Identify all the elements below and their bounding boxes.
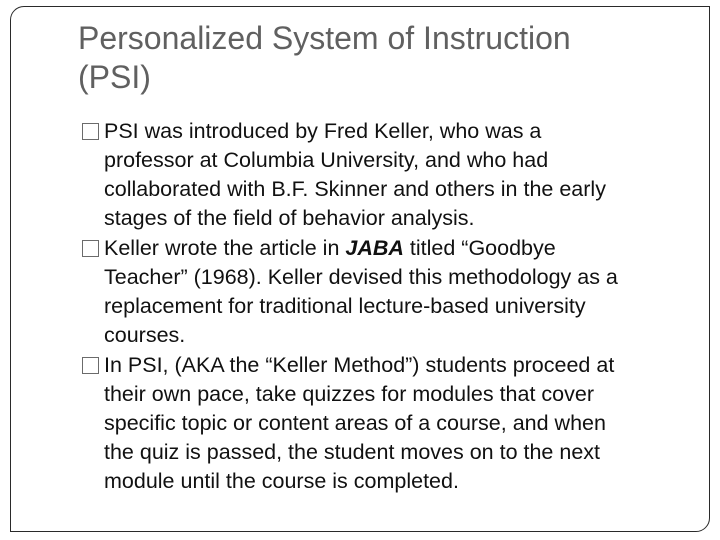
hollow-square-icon	[82, 123, 99, 140]
hollow-square-icon	[82, 357, 99, 374]
bullet-2-text-before: Keller wrote the article in	[104, 236, 346, 260]
bullet-item-1	[82, 117, 702, 233]
bullet-2-line-3: replacement for traditional lecture-based university	[104, 294, 586, 318]
slide-title	[78, 19, 678, 97]
bullet-1-line-4: stages of the field of behavior analysis.	[104, 206, 475, 230]
bullet-3-line-2: their own pace, take quizzes for modules that cover	[104, 382, 594, 406]
title-line-2: (PSI)	[78, 59, 151, 95]
bullet-list	[82, 117, 702, 497]
title-line-1: Personalized System of Instruction	[78, 20, 571, 56]
bullet-item-3	[82, 351, 702, 496]
bullet-2-text-after: titled “Goodbye	[403, 236, 556, 260]
bullet-1-line-1: PSI was introduced by Fred Keller, who was a	[104, 119, 542, 143]
bullet-2-line-1	[104, 234, 702, 263]
bullet-2-line-2: Teacher” (1968). Keller devised this methodology as a	[104, 265, 618, 289]
journal-name: JABA	[345, 236, 404, 260]
bullet-item-2	[82, 234, 702, 350]
bullet-3-line-3: specific topic or content areas of a course, and when	[104, 411, 606, 435]
bullet-3-line-1: In PSI, (AKA the “Keller Method”) students proceed at	[104, 353, 615, 377]
bullet-2-line-4: courses.	[104, 323, 186, 347]
bullet-3-line-5: module until the course is completed.	[104, 469, 459, 493]
bullet-1-line-3: collaborated with B.F. Skinner and others in the early	[104, 177, 606, 201]
bullet-3-line-4: the quiz is passed, the student moves on to the next	[104, 440, 601, 464]
bullet-1-line-2: professor at Columbia University, and who had	[104, 148, 549, 172]
hollow-square-icon	[82, 240, 99, 257]
